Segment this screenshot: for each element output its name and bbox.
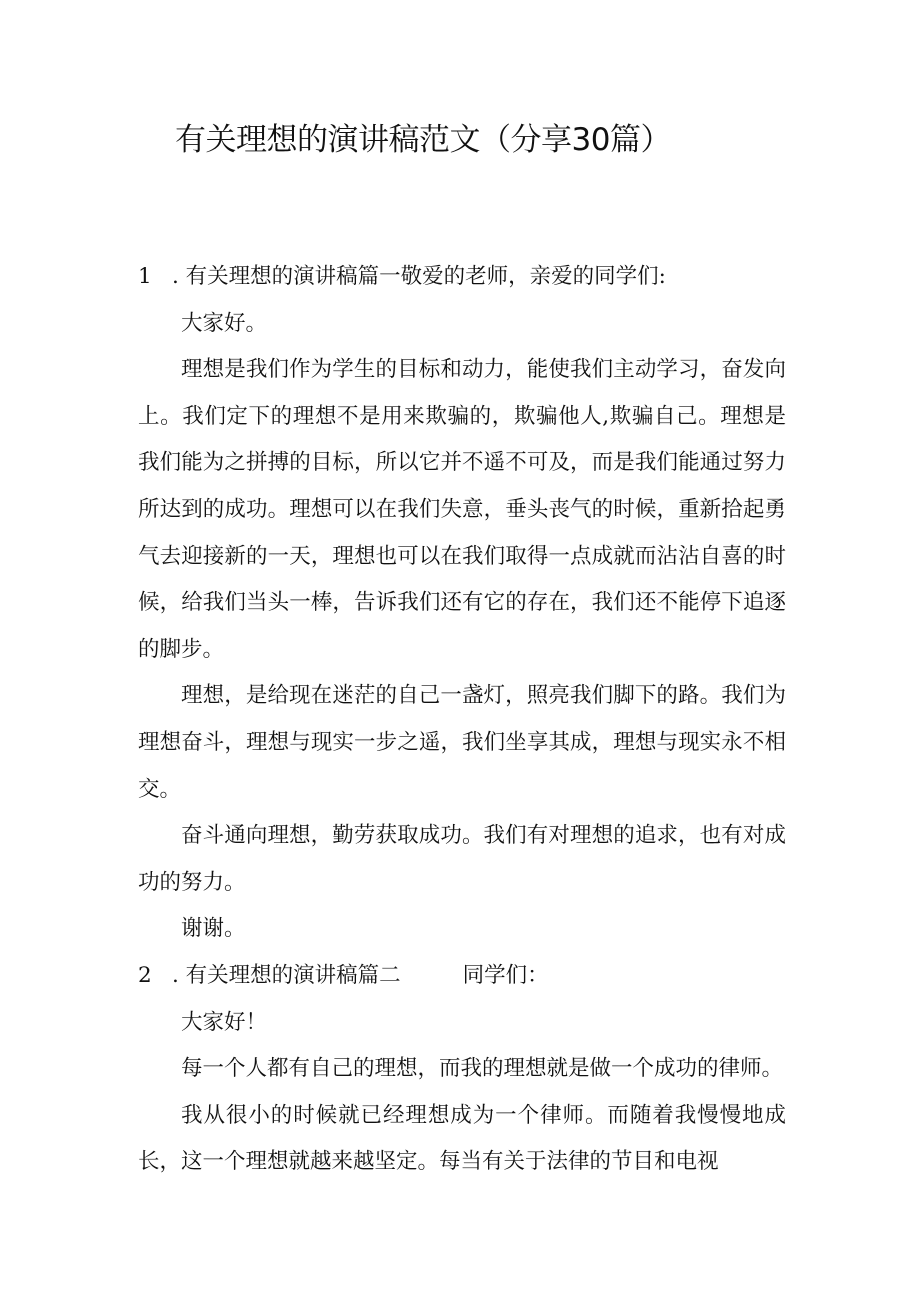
paragraph: 谢谢。 [181,916,246,942]
section-title: . 有关理想的演讲稿篇二 [172,962,401,988]
paragraph: 理想，是给现在迷茫的自己一盏灯，照亮我们脚下的路。我们为理想奋斗，理想与现实一步之遥，我们坐享其成，理想与现实永不相交。 [138,683,786,802]
paragraph: 大家好。 [181,310,268,336]
paragraph: 大家好！ [181,1009,268,1035]
section-salutation: 同学们： [462,962,549,988]
section-heading-1 [138,254,786,301]
section-number: 1 [138,264,152,289]
paragraph: 奋斗通向理想，勤劳获取成功。我们有对理想的追求，也有对成功的努力。 [138,823,786,895]
section-title: . 有关理想的演讲稿篇一 [172,264,401,289]
paragraph: 理想是我们作为学生的目标和动力，能使我们主动学习，奋发向上。我们定下的理想不是用来欺骗的，欺骗他人,欺骗自己。理想是我们能为之拼搏的目标，所以它并不遥不可及，而是我们能通过努力所达到的成功。理想可以在我们失意，垂头丧气的时候，重新拾起勇气去迎接新的一天，理想也可以在我们取得一点成就而沾沾自喜的时候，给我们当头一棒，告诉我们还有它的存在，我们还不能停下追逐的脚步。 [138,357,786,662]
paragraph: 我从很小的时候就已经理想成为一个律师。而随着我慢慢地成长，这一个理想就越来越坚定。每当有关于法律的节目和电视 [138,1102,786,1175]
document-title: 有关理想的演讲稿范文（分享30篇） [175,122,671,158]
paragraph: 每一个人都有自己的理想，而我的理想就是做一个成功的律师。 [181,1056,784,1082]
document-body [138,254,786,1186]
section-salutation: 敬爱的老师，亲爱的同学们: [400,264,666,289]
section-heading-2 [138,953,786,1000]
section-number: 2 [138,962,152,988]
